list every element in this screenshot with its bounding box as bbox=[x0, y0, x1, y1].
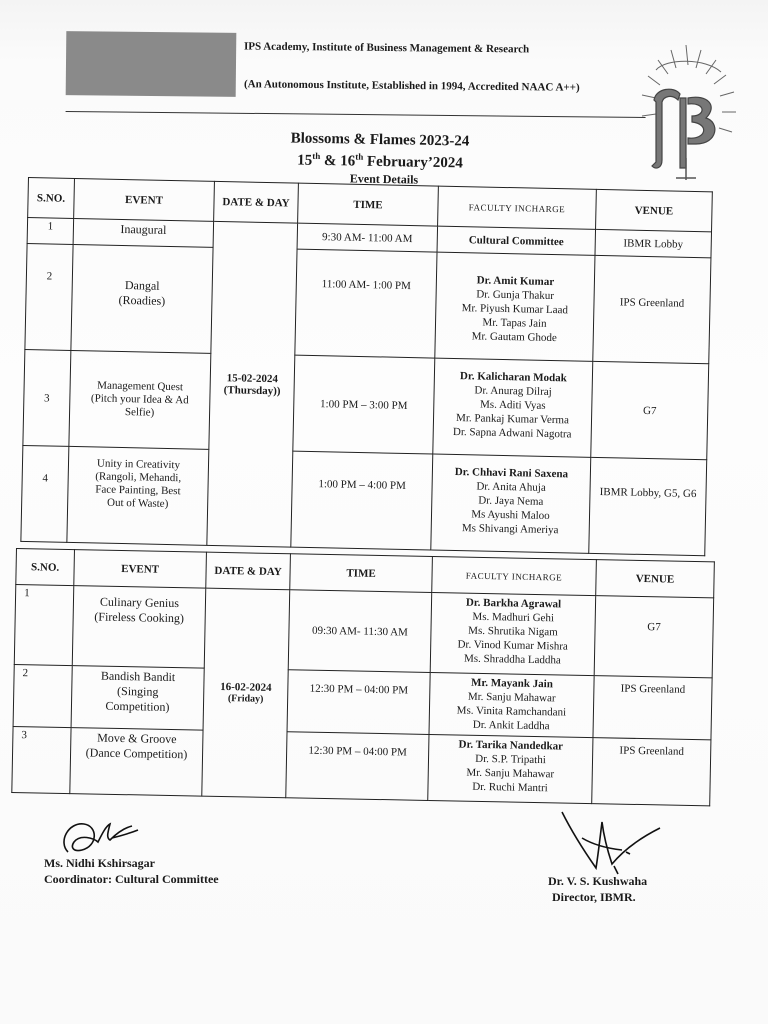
row-time: 09:30 AM- 11:30 AM bbox=[288, 590, 432, 673]
row-venue: IBMR Lobby bbox=[595, 229, 712, 257]
coordinator-signature-icon bbox=[54, 812, 144, 862]
row-faculty: Dr. Tarika Nandedkar Dr. S.P. Tripathi Mr. Sanju Mahawar Dr. Ruchi Mantri bbox=[428, 734, 593, 803]
table-row bbox=[21, 445, 707, 555]
row-event: Move & Groove (Dance Competition) bbox=[70, 728, 203, 797]
col-date: DATE & DAY bbox=[214, 181, 299, 223]
row-venue: IPS Greenland bbox=[593, 676, 712, 740]
col-date: DATE & DAY bbox=[206, 552, 291, 590]
row-venue: IPS Greenland bbox=[593, 255, 711, 363]
row-sno: 3 bbox=[12, 726, 71, 793]
col-time: TIME bbox=[298, 183, 439, 226]
row-event: Dangal (Roadies) bbox=[71, 244, 213, 353]
row-faculty: Dr. Chhavi Rani Saxena Dr. Anita Ahuja Dr. Jaya Nema Ms Ayushi Maloo Ms Shivangi Ameriya bbox=[431, 454, 591, 553]
date-day-cell: 15-02-2024 (Thursday)) bbox=[207, 221, 298, 547]
row-time: 12:30 PM – 04:00 PM bbox=[286, 732, 429, 801]
director-role: Director, IBMR. bbox=[552, 890, 636, 904]
row-time: 11:00 AM- 1:00 PM bbox=[295, 249, 437, 358]
row-sno: 2 bbox=[25, 243, 73, 350]
col-faculty: FACULTY INCHARGE bbox=[438, 186, 597, 229]
institute-name: IPS Academy, Institute of Business Management & Research bbox=[243, 40, 530, 56]
row-event: Inaugural bbox=[73, 218, 214, 247]
schedule-table-day2 bbox=[11, 548, 715, 806]
row-sno: 2 bbox=[13, 664, 72, 727]
event-title: Blossoms & Flames 2023-24 bbox=[290, 130, 470, 150]
col-venue: VENUE bbox=[596, 189, 713, 231]
director-name: Dr. V. S. Kushwaha bbox=[548, 874, 648, 888]
row-sno: 1 bbox=[27, 218, 74, 245]
row-faculty: Dr. Kalicharan Modak Dr. Anurag Dilraj Ms. Aditi Vyas Mr. Pankaj Kumar Verma Dr. Sapna Adwani Nagotra bbox=[433, 358, 593, 457]
table-row bbox=[12, 726, 711, 805]
row-time: 12:30 PM – 04:00 PM bbox=[287, 670, 430, 735]
row-time: 9:30 AM- 11:00 AM bbox=[297, 223, 438, 252]
row-faculty: Dr. Barkha Agrawal Ms. Madhuri Gehi Ms. Shrutika Nigam Dr. Vinod Kumar Mishra Ms. Shraddha Laddha bbox=[430, 592, 596, 675]
schedule-table-day1 bbox=[20, 177, 712, 556]
coordinator-name: Ms. Nidhi Kshirsagar bbox=[44, 856, 156, 870]
table-row bbox=[23, 349, 709, 459]
director-signature-icon bbox=[552, 808, 672, 882]
row-venue: IBMR Lobby, G5, G6 bbox=[589, 457, 707, 555]
date-day-cell: 16-02-2024 (Friday) bbox=[202, 588, 290, 798]
row-event: Culinary Genius (Fireless Cooking) bbox=[72, 586, 206, 669]
col-faculty: FACULTY INCHARGE bbox=[432, 556, 597, 595]
event-dates: 15th & 16th February’2024 bbox=[297, 150, 463, 172]
row-sno: 1 bbox=[14, 585, 74, 666]
row-faculty: Dr. Amit Kumar Dr. Gunja Thakur Mr. Piyush Kumar Laad Mr. Tapas Jain Mr. Gautam Ghode bbox=[435, 252, 595, 361]
col-time: TIME bbox=[290, 554, 433, 593]
row-event: Management Quest (Pitch your Idea & Ad Selfie) bbox=[69, 350, 211, 449]
row-event: Unity in Creativity (Rangoli, Mehandi, Face Painting, Best Out of Waste) bbox=[67, 446, 209, 545]
row-venue: IPS Greenland bbox=[592, 738, 711, 806]
row-sno: 4 bbox=[21, 445, 69, 542]
row-faculty: Cultural Committee bbox=[437, 226, 596, 255]
institute-accreditation: (An Autonomous Institute, Established in 1994, Accredited NAAC A++) bbox=[243, 78, 580, 94]
col-sno: S.NO. bbox=[28, 178, 75, 219]
table-row bbox=[25, 243, 711, 363]
row-time: 1:00 PM – 3:00 PM bbox=[293, 355, 435, 454]
row-time: 1:00 PM – 4:00 PM bbox=[291, 451, 433, 550]
event-details-heading: Event Details bbox=[349, 171, 419, 187]
table-row bbox=[14, 585, 713, 678]
col-venue: VENUE bbox=[596, 560, 715, 598]
col-event: EVENT bbox=[74, 550, 207, 589]
row-venue: G7 bbox=[594, 596, 714, 678]
row-sno: 3 bbox=[23, 349, 71, 446]
col-sno: S.NO. bbox=[16, 549, 75, 586]
row-event: Bandish Bandit (Singing Competition) bbox=[71, 666, 204, 731]
coordinator-role: Coordinator: Cultural Committee bbox=[44, 872, 219, 886]
col-event: EVENT bbox=[74, 178, 215, 221]
row-faculty: Mr. Mayank Jain Mr. Sanju Mahawar Ms. Vinita Ramchandani Dr. Ankit Laddha bbox=[429, 672, 594, 737]
row-venue: G7 bbox=[591, 361, 709, 459]
